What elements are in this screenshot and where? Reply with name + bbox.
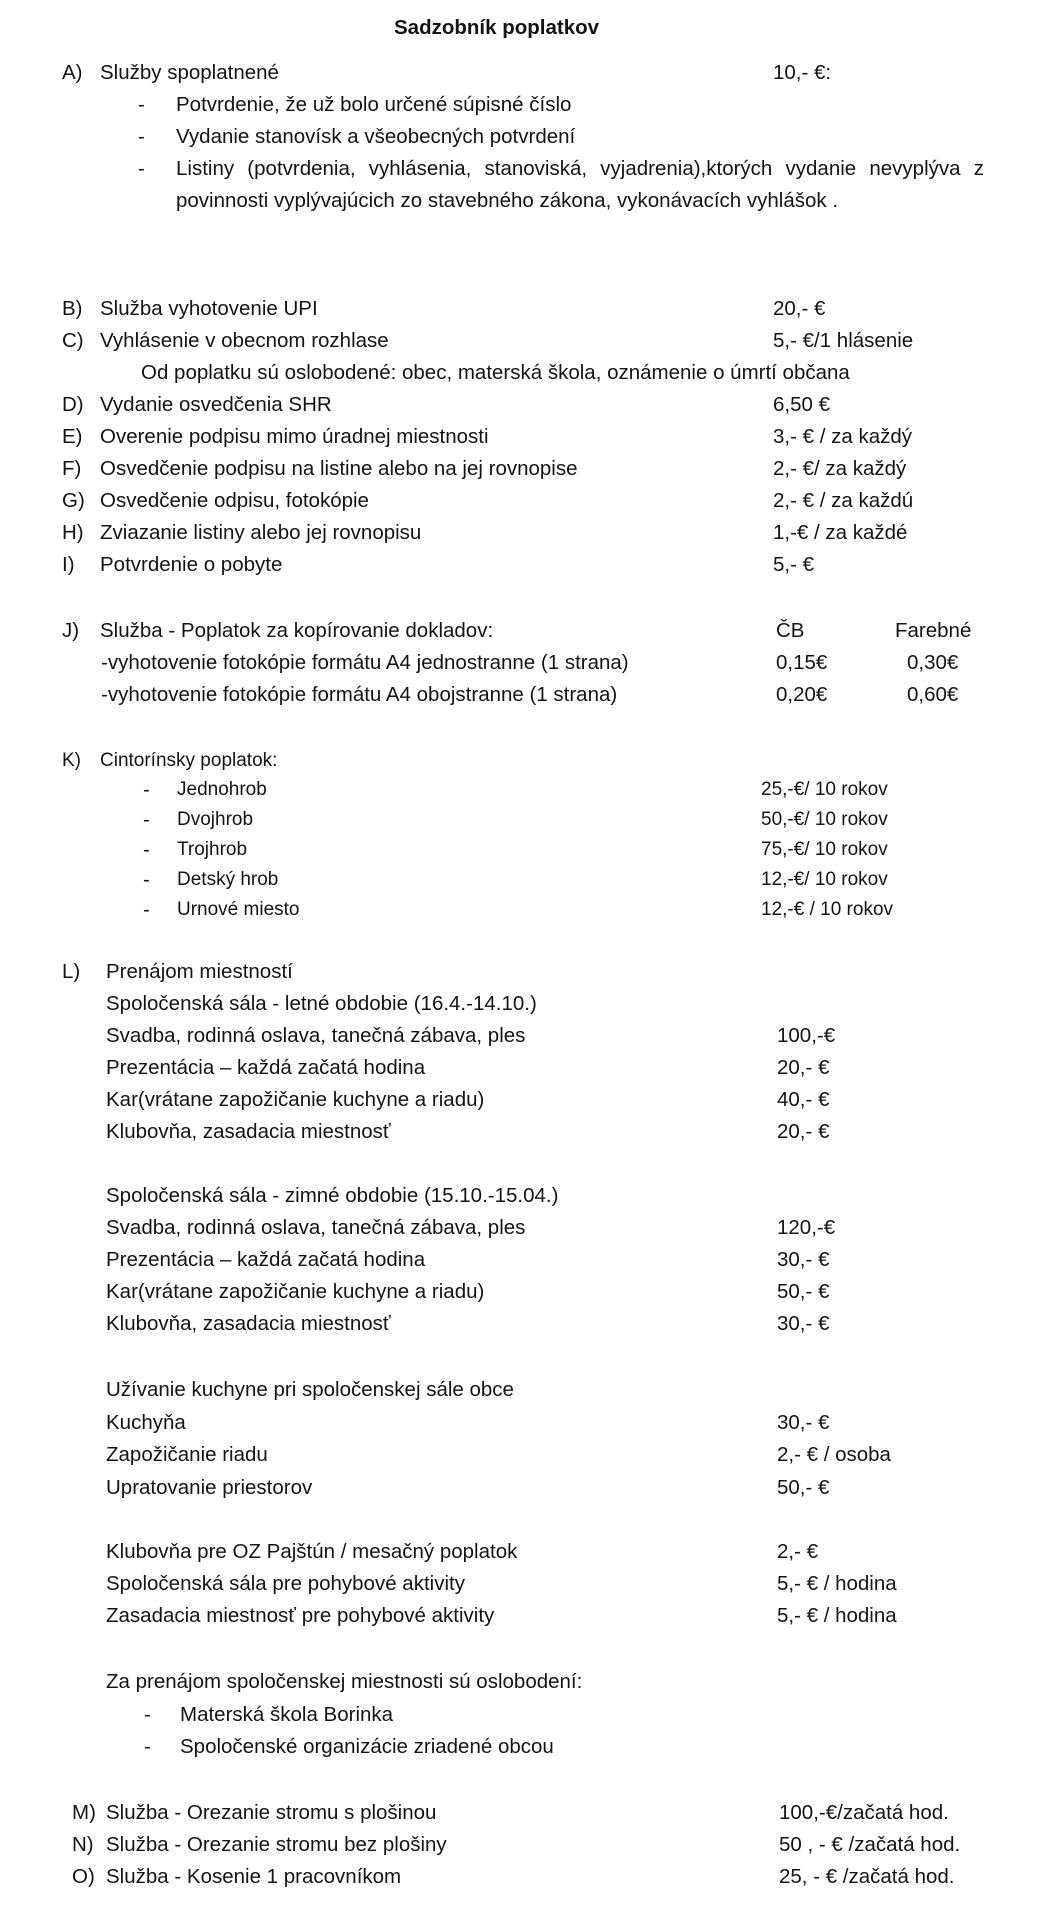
bullet-dash: - <box>144 1703 151 1726</box>
section-j-label: J) <box>62 619 80 642</box>
service-name: Služba - Orezanie stromu bez plošiny <box>106 1833 447 1856</box>
section-k-title: Cintorínsky poplatok: <box>100 750 278 771</box>
rental-price: 20,- € <box>777 1120 830 1143</box>
copy-row-color: 0,30€ <box>907 651 959 674</box>
section-a-item: Vydanie stanovísk a všeobecných potvrdení <box>176 125 576 148</box>
other-rental-price: 2,- € <box>777 1540 819 1563</box>
service-price: 6,50 € <box>773 393 830 416</box>
copy-row-color: 0,60€ <box>907 683 959 706</box>
service-price: 25, - € /začatá hod. <box>779 1865 955 1888</box>
section-a-item: Listiny (potvrdenia, vyhlásenia, stanoviská, vyjadrenia),ktorých vydanie nevyplýva z povinnosti vyplývajúcich zo stavebného zákona, vykonávacích vyhlášok . <box>176 157 984 212</box>
service-label: H) <box>62 521 84 544</box>
exempt-item: Spoločenské organizácie zriadené obcou <box>180 1735 554 1758</box>
service-name: Zviazanie listiny alebo jej rovnopisu <box>100 521 422 544</box>
bullet-dash: - <box>138 93 145 116</box>
rental-price: 120,-€ <box>777 1216 836 1239</box>
kitchen-name: Upratovanie priestorov <box>106 1476 313 1499</box>
service-name: Overenie podpisu mimo úradnej miestnosti <box>100 425 489 448</box>
bullet-dash: - <box>138 125 145 148</box>
section-l-title: Prenájom miestností <box>106 960 293 983</box>
rental-name: Svadba, rodinná oslava, tanečná zábava, ples <box>106 1216 526 1239</box>
kitchen-heading: Užívanie kuchyne pri spoločenskej sále obce <box>106 1378 514 1401</box>
service-name: Potvrdenie o pobyte <box>100 553 283 576</box>
rental-name: Klubovňa, zasadacia miestnosť <box>106 1312 391 1335</box>
grave-price: 75,-€/ 10 rokov <box>761 839 888 860</box>
copy-row-name: -vyhotovenie fotokópie formátu A4 jednostranne (1 strana) <box>101 651 629 674</box>
service-name: Služba vyhotovenie UPI <box>100 297 318 320</box>
service-label: I) <box>62 553 75 576</box>
rental-name: Svadba, rodinná oslava, tanečná zábava, ples <box>106 1024 526 1047</box>
service-label: G) <box>62 489 85 512</box>
bullet-dash: - <box>143 898 150 921</box>
bullet-dash: - <box>144 1735 151 1758</box>
service-label: N) <box>72 1833 94 1856</box>
bullet-dash: - <box>143 868 150 891</box>
rental-price: 30,- € <box>777 1312 830 1335</box>
copy-row-name: -vyhotovenie fotokópie formátu A4 obojstranne (1 strana) <box>101 683 618 706</box>
kitchen-name: Kuchyňa <box>106 1411 186 1434</box>
rental-price: 20,- € <box>777 1056 830 1079</box>
section-a-price: 10,- €: <box>773 61 832 84</box>
service-label: E) <box>62 425 83 448</box>
other-rental-price: 5,- € / hodina <box>777 1604 897 1627</box>
service-label: O) <box>72 1865 95 1888</box>
kitchen-price: 30,- € <box>777 1411 830 1434</box>
rental-name: Prezentácia – každá začatá hodina <box>106 1248 426 1271</box>
bullet-dash: - <box>143 778 150 801</box>
service-price: 1,-€ / za každé <box>773 521 908 544</box>
section-j-title: Služba - Poplatok za kopírovanie dokladov: <box>100 619 494 642</box>
section-a-title: Služby spoplatnené <box>100 61 279 84</box>
grave-price: 12,-€ / 10 rokov <box>761 899 894 920</box>
kitchen-price: 50,- € <box>777 1476 830 1499</box>
service-price: 20,- € <box>773 297 826 320</box>
other-rental-price: 5,- € / hodina <box>777 1572 897 1595</box>
copy-row-bw: 0,20€ <box>776 683 828 706</box>
service-price: 2,- €/ za každý <box>773 457 907 480</box>
page-title: Sadzobník poplatkov <box>394 16 600 39</box>
exempt-item: Materská škola Borinka <box>180 1703 394 1726</box>
rental-name: Kar(vrátane zapožičanie kuchyne a riadu) <box>106 1088 485 1111</box>
rental-name: Kar(vrátane zapožičanie kuchyne a riadu) <box>106 1280 485 1303</box>
grave-type: Trojhrob <box>177 839 248 860</box>
kitchen-name: Zapožičanie riadu <box>106 1443 268 1466</box>
section-a-label: A) <box>62 61 83 84</box>
service-label: B) <box>62 297 83 320</box>
service-price: 3,- € / za každý <box>773 425 913 448</box>
service-label: M) <box>72 1801 96 1824</box>
bullet-dash: - <box>138 157 145 180</box>
service-label: C) <box>62 329 84 352</box>
section-k-label: K) <box>62 750 81 771</box>
service-price: 100,-€/začatá hod. <box>779 1801 949 1824</box>
grave-price: 12,-€/ 10 rokov <box>761 869 888 890</box>
section-a-item: Potvrdenie, že už bolo určené súpisné číslo <box>176 93 572 116</box>
section-l-label: L) <box>62 960 81 983</box>
rental-price: 50,- € <box>777 1280 830 1303</box>
grave-price: 50,-€/ 10 rokov <box>761 809 888 830</box>
other-rental-name: Spoločenská sála pre pohybové aktivity <box>106 1572 465 1595</box>
grave-type: Jednohrob <box>177 779 267 800</box>
service-price: 5,- €/1 hlásenie <box>773 329 914 352</box>
rental-name: Klubovňa, zasadacia miestnosť <box>106 1120 391 1143</box>
kitchen-price: 2,- € / osoba <box>777 1443 891 1466</box>
rental-name: Prezentácia – každá začatá hodina <box>106 1056 426 1079</box>
service-name: Služba - Kosenie 1 pracovníkom <box>106 1865 402 1888</box>
service-name: Osvedčenie odpisu, fotokópie <box>100 489 369 512</box>
service-price: 5,- € <box>773 553 815 576</box>
service-note: Od poplatku sú oslobodené: obec, materská škola, oznámenie o úmrtí občana <box>141 361 850 384</box>
service-label: F) <box>62 457 82 480</box>
section-j-col-color: Farebné <box>895 619 972 642</box>
rental-price: 40,- € <box>777 1088 830 1111</box>
rental-price: 30,- € <box>777 1248 830 1271</box>
service-name: Vyhlásenie v obecnom rozhlase <box>100 329 389 352</box>
bullet-dash: - <box>143 808 150 831</box>
copy-row-bw: 0,15€ <box>776 651 828 674</box>
grave-type: Urnové miesto <box>177 899 300 920</box>
service-label: D) <box>62 393 84 416</box>
grave-type: Dvojhrob <box>177 809 254 830</box>
section-j-col-bw: ČB <box>776 619 805 642</box>
other-rental-name: Zasadacia miestnosť pre pohybové aktivity <box>106 1604 495 1627</box>
other-rental-name: Klubovňa pre OZ Pajštún / mesačný poplatok <box>106 1540 518 1563</box>
bullet-dash: - <box>143 838 150 861</box>
rental-price: 100,-€ <box>777 1024 836 1047</box>
winter-heading: Spoločenská sála - zimné obdobie (15.10.-15.04.) <box>106 1184 559 1207</box>
service-price: 2,- € / za každú <box>773 489 914 512</box>
summer-heading: Spoločenská sála - letné obdobie (16.4.-14.10.) <box>106 992 537 1015</box>
service-price: 50 , - € /začatá hod. <box>779 1833 961 1856</box>
grave-price: 25,-€/ 10 rokov <box>761 779 888 800</box>
exempt-heading: Za prenájom spoločenskej miestnosti sú oslobodení: <box>106 1670 583 1693</box>
service-name: Služba - Orezanie stromu s plošinou <box>106 1801 437 1824</box>
service-name: Vydanie osvedčenia SHR <box>100 393 332 416</box>
grave-type: Detský hrob <box>177 869 279 890</box>
service-name: Osvedčenie podpisu na listine alebo na jej rovnopise <box>100 457 578 480</box>
